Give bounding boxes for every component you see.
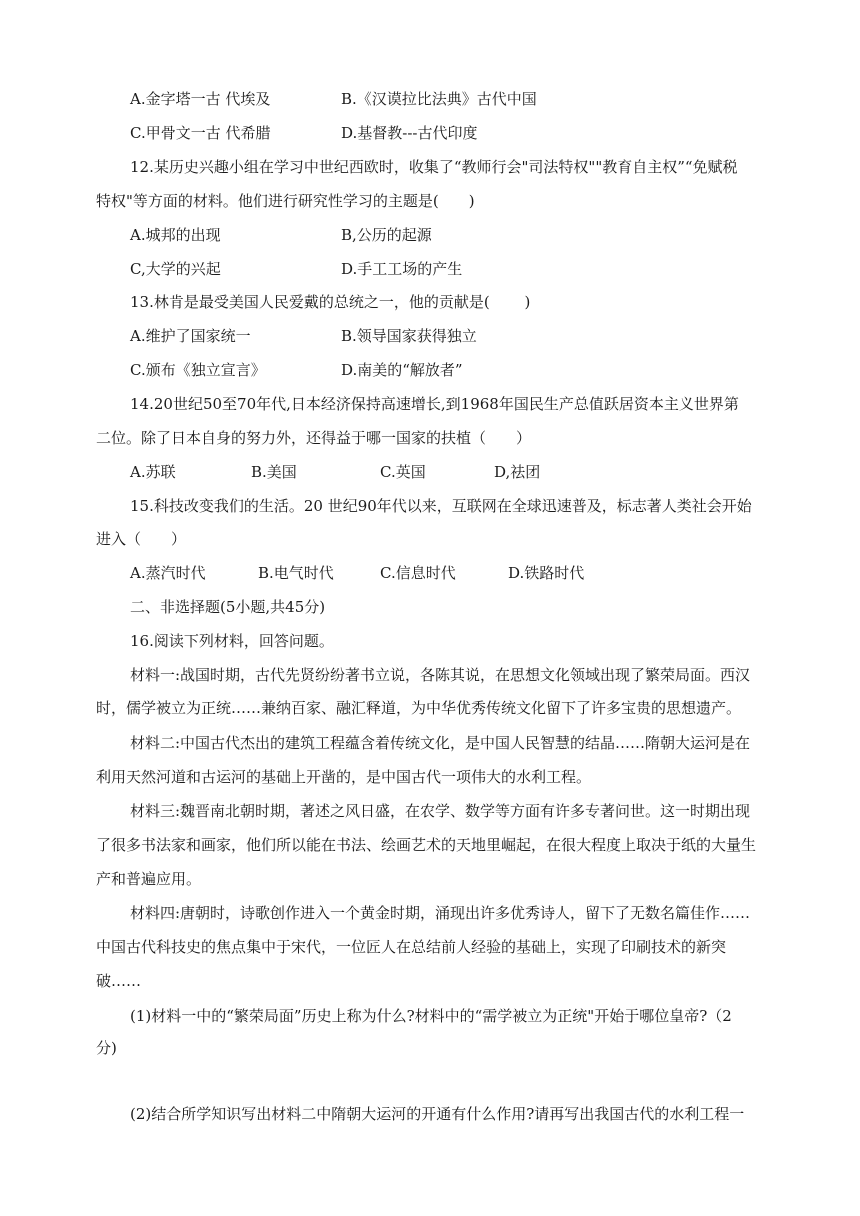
q16-material3-line3: 产和普遍应用。 <box>96 870 202 888</box>
q14-option-d: D,祛团 <box>494 463 541 481</box>
q11-option-c: C.甲骨文一古 代希腊 <box>130 124 271 142</box>
q16-material1-line2: 时，儒学被立为正统……兼纳百家、融汇释道，为中华优秀传统文化留下了许多宝贵的思想遗产。 <box>96 699 742 717</box>
q16-material2-line1: 材料二:中国古代杰出的建筑工程蕴含着传统文化，是中国人民智慧的结晶……隋朝大运河是在 <box>130 734 751 752</box>
q14-stem-line2: 二位。除了日本自身的努力外，还得益于哪一国家的扶植（ ） <box>96 429 532 447</box>
q16-material3-line1: 材料三:魏晋南北朝时期，著述之风日盛，在农学、数学等方面有许多专著问世。这一时期出现 <box>130 802 751 820</box>
q15-stem-line2: 进入（ ） <box>96 530 187 548</box>
q12-stem-line1: 12.某历史兴趣小组在学习中世纪西欧时，收集了“教师行会"司法特权""教育自主权”“免赋税 <box>130 158 738 176</box>
q14-option-c: C.英国 <box>380 463 426 481</box>
section-title: 二、非选择题(5小题,共45分) <box>130 598 326 616</box>
q14-stem-line1: 14.20世纪50至70年代,日本经济保持高速增长,到1968年国民生产总值跃居资本主义世界第 <box>130 395 739 413</box>
q14-option-a: A.苏联 <box>130 463 176 481</box>
q14-option-b: B.美国 <box>251 463 297 481</box>
q16-material4-line1: 材料四:唐朝时，诗歌创作进入一个黄金时期，涌现出许多优秀诗人，留下了无数名篇佳作…… <box>130 904 751 922</box>
q11-option-b: B.《汉谟拉比法典》古代中国 <box>341 90 537 108</box>
q16-material1-line1: 材料一:战国时期，古代先贤纷纷著书立说，各陈其说，在思想文化领域出现了繁荣局面。西汉 <box>130 666 751 684</box>
q12-option-b: B,公历的起源 <box>341 226 432 244</box>
q16-stem: 16.阅读下列材料，回答问题。 <box>130 632 334 650</box>
q13-option-c: C.颁布《独立宣言》 <box>130 361 266 379</box>
q15-option-d: D.铁路时代 <box>508 564 585 582</box>
q13-stem: 13.林肯是最受美国人民爱戴的总统之一，他的贡献是( ) <box>130 293 531 311</box>
q15-stem-line1: 15.科技改变我们的生活。20 世纪90年代以来，互联网在全球迅速普及，标志著人类社会开始 <box>130 497 752 515</box>
q15-option-b: B.电气时代 <box>258 564 334 582</box>
q16-material2-line2: 利用天然河道和古运河的基础上开凿的，是中国古代一项伟大的水利工程。 <box>96 768 592 786</box>
q13-option-a: A.维护了国家统一 <box>130 327 251 345</box>
q16-material4-line3: 破…… <box>96 972 142 990</box>
q15-option-c: C.信息时代 <box>380 564 456 582</box>
q12-option-a: A.城邦的出现 <box>130 226 221 244</box>
q16-material4-line2: 中国古代科技史的焦点集中于宋代，一位匠人在总结前人经验的基础上，实现了印刷技术的新突 <box>96 938 727 956</box>
q16-sub1-line1: (1)材料一中的“繁荣局面”历史上称为什么?材料中的“需学被立为正统"开始于哪位皇帝?（2 <box>130 1007 732 1025</box>
q15-option-a: A.蒸汽时代 <box>130 564 206 582</box>
q11-option-a: A.金字塔一古 代埃及 <box>130 90 271 108</box>
q13-option-d: D.南美的“解放者” <box>341 361 463 379</box>
q16-sub1-line2: 分) <box>96 1039 117 1057</box>
q16-sub2-line1: (2)结合所学知识写出材料二中隋朝大运河的开通有什么作用?请再写出我国古代的水利工程一 <box>130 1105 745 1123</box>
q16-material3-line2: 了很多书法家和画家，他们所以能在书法、绘画艺术的天地里崛起，在很大程度上取决于纸的大量生 <box>96 836 757 854</box>
q12-option-d: D.手工工场的产生 <box>341 260 463 278</box>
q12-stem-line2: 特权"等方面的材料。他们进行研究性学习的主题是( ) <box>96 192 475 210</box>
q11-option-d: D.基督教---古代印度 <box>341 124 478 142</box>
q13-option-b: B.领导国家获得独立 <box>341 327 477 345</box>
q12-option-c: C,大学的兴起 <box>130 260 221 278</box>
